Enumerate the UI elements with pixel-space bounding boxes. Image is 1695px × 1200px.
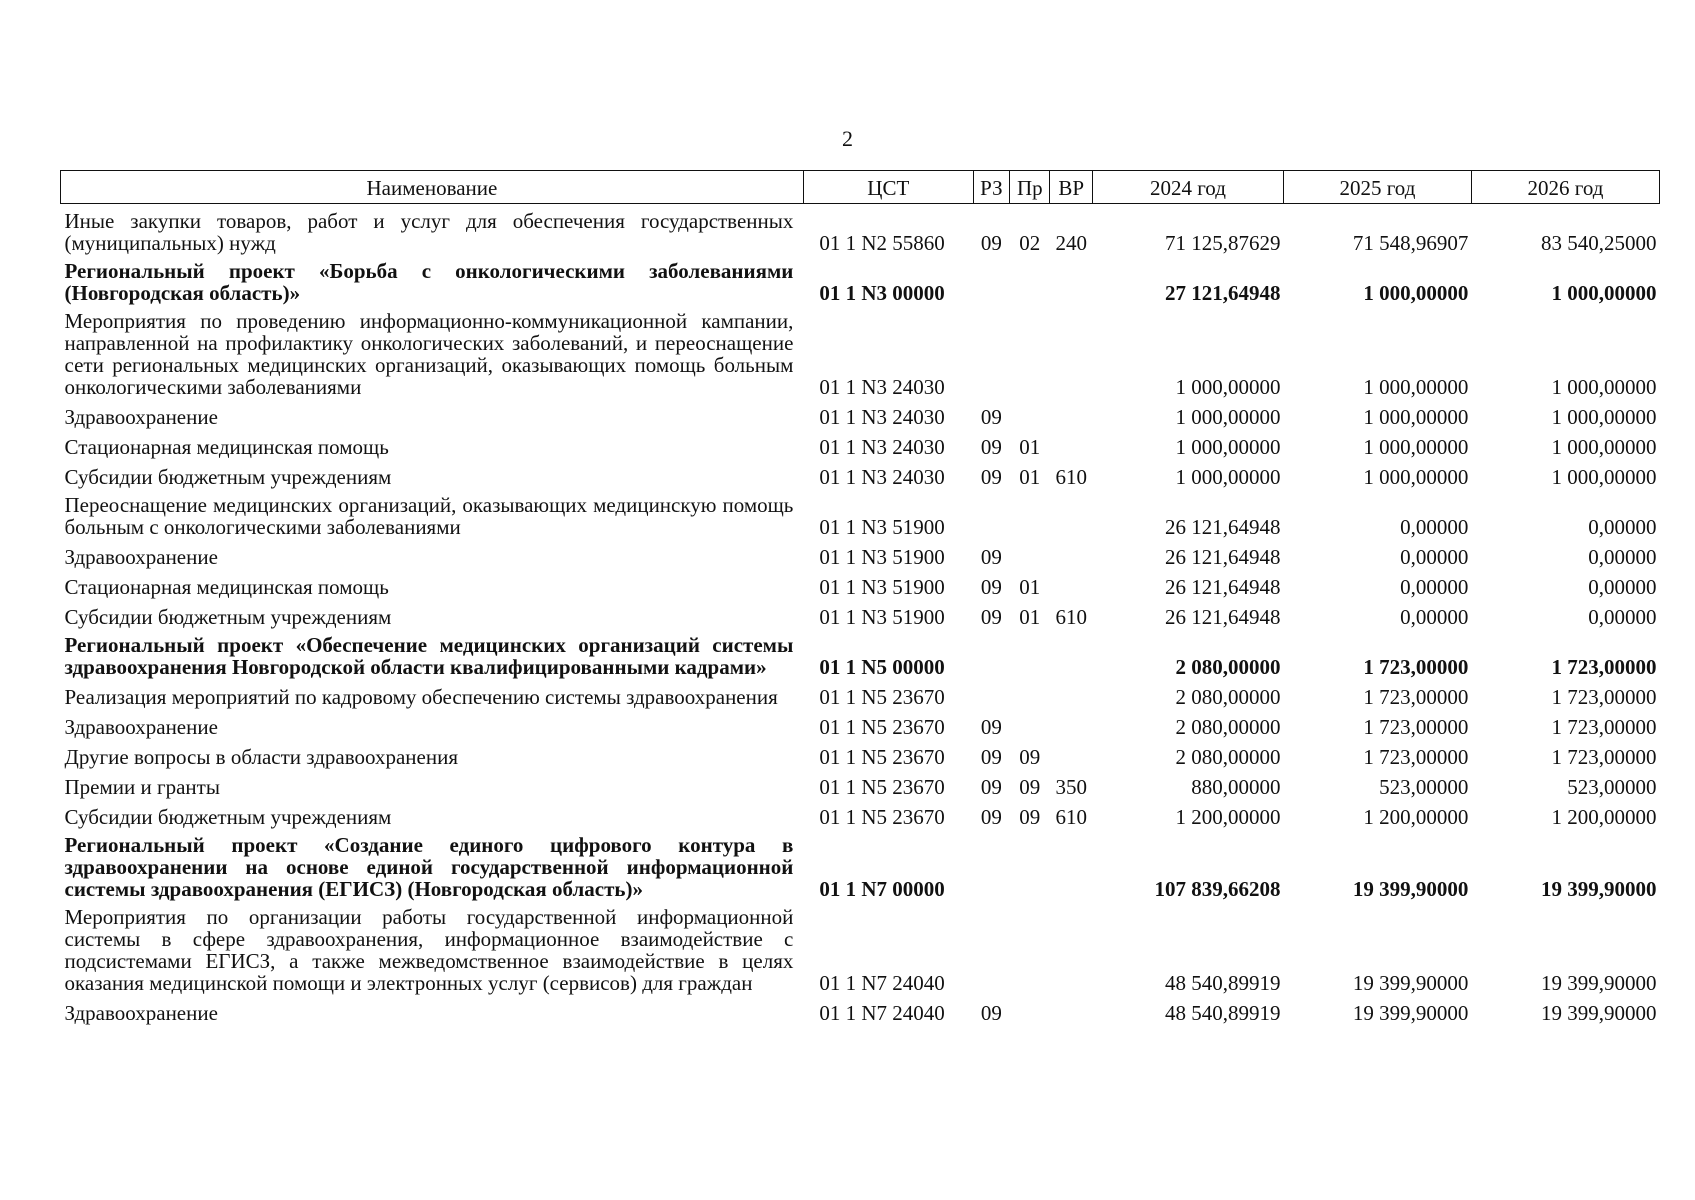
row-2025: 1 723,00000 <box>1363 745 1469 769</box>
row-vr: 350 <box>1055 775 1087 799</box>
row-pr <box>1010 994 1050 1024</box>
row-pr: 01 <box>1019 465 1041 489</box>
row-name: Субсидии бюджетным учреждениям <box>64 805 392 829</box>
header-2025: 2025 год <box>1283 171 1471 204</box>
row-cst: 01 1 N3 24030 <box>819 465 945 489</box>
table-row <box>61 994 1660 1024</box>
row-vr <box>1050 708 1092 738</box>
row-rz: 09 <box>980 715 1002 739</box>
row-rz <box>973 678 1009 708</box>
row-name: Мероприятия по проведению информационно-коммуникационной кампании, направленной на профилактику онкологических заболеваний, и переоснащение сети региональных медицинских организаций, оказывающих помощь больным онкологическими заболеваниями <box>64 309 794 399</box>
row-vr <box>1050 628 1092 678</box>
row-cst: 01 1 N3 51900 <box>819 605 945 629</box>
row-2024: 48 540,89919 <box>1164 1001 1281 1025</box>
row-rz: 09 <box>980 1001 1002 1025</box>
table-row <box>61 900 1660 994</box>
row-name: Мероприятия по организации работы государственной информационной системы в сфере здравоохранения, информационное взаимодействие с подсистемами ЕГИСЗ, а также межведомственное взаимодействие в целях оказания медицинской помощи и электронных услуг (сервисов) для граждан <box>64 905 794 995</box>
row-rz: 09 <box>980 575 1002 599</box>
row-2025: 1 723,00000 <box>1363 715 1469 739</box>
row-rz: 09 <box>980 545 1002 569</box>
row-2026: 19 399,90000 <box>1541 971 1657 995</box>
row-pr <box>1010 678 1050 708</box>
row-2024: 1 200,00000 <box>1175 805 1281 829</box>
table-row <box>61 254 1660 304</box>
row-rz <box>973 900 1009 994</box>
row-rz: 09 <box>980 805 1002 829</box>
row-pr: 02 <box>1019 231 1041 255</box>
header-name: Наименование <box>61 171 804 204</box>
row-vr <box>1050 488 1092 538</box>
table-row <box>61 738 1660 768</box>
row-2024: 27 121,64948 <box>1164 281 1281 305</box>
row-2025: 1 000,00000 <box>1363 375 1469 399</box>
row-2024: 2 080,00000 <box>1175 745 1281 769</box>
row-name: Субсидии бюджетным учреждениям <box>64 605 392 629</box>
row-pr: 01 <box>1019 605 1041 629</box>
budget-table <box>60 170 1660 1024</box>
row-vr: 610 <box>1055 805 1087 829</box>
row-cst: 01 1 N3 24030 <box>819 405 945 429</box>
row-pr <box>1010 628 1050 678</box>
row-cst: 01 1 N5 23670 <box>819 715 945 739</box>
row-2025: 0,00000 <box>1400 605 1469 629</box>
row-cst: 01 1 N5 23670 <box>819 745 945 769</box>
row-rz <box>973 254 1009 304</box>
table-body <box>61 204 1660 1025</box>
table-row <box>61 488 1660 538</box>
row-2026: 1 000,00000 <box>1551 281 1657 305</box>
row-name: Реализация мероприятий по кадровому обеспечению системы здравоохранения <box>64 685 778 709</box>
row-2024: 71 125,87629 <box>1164 231 1281 255</box>
row-2026: 83 540,25000 <box>1541 231 1657 255</box>
row-rz: 09 <box>980 465 1002 489</box>
row-2025: 0,00000 <box>1400 575 1469 599</box>
row-rz: 09 <box>980 405 1002 429</box>
row-2025: 0,00000 <box>1400 515 1469 539</box>
row-2026: 1 723,00000 <box>1551 745 1657 769</box>
row-name: Другие вопросы в области здравоохранения <box>64 745 458 769</box>
table-row <box>61 428 1660 458</box>
row-vr <box>1050 900 1092 994</box>
table-row <box>61 568 1660 598</box>
header-2024: 2024 год <box>1092 171 1283 204</box>
row-2025: 1 723,00000 <box>1363 685 1469 709</box>
header-pr: Пр <box>1010 171 1050 204</box>
row-pr <box>1010 398 1050 428</box>
row-cst: 01 1 N5 23670 <box>819 685 945 709</box>
row-pr <box>1010 708 1050 738</box>
row-rz: 09 <box>980 605 1002 629</box>
row-vr <box>1050 828 1092 900</box>
table-row <box>61 538 1660 568</box>
header-rz: РЗ <box>973 171 1009 204</box>
row-2024: 1 000,00000 <box>1175 435 1281 459</box>
row-name: Иные закупки товаров, работ и услуг для обеспечения государственных (муниципальных) нужд <box>64 209 794 255</box>
row-2025: 1 000,00000 <box>1363 405 1469 429</box>
row-cst: 01 1 N5 23670 <box>819 805 945 829</box>
row-vr <box>1050 538 1092 568</box>
row-2025: 71 548,96907 <box>1352 231 1469 255</box>
row-vr <box>1050 568 1092 598</box>
row-2025: 523,00000 <box>1379 775 1469 799</box>
row-2024: 2 080,00000 <box>1175 715 1281 739</box>
row-vr <box>1050 398 1092 428</box>
table-row <box>61 628 1660 678</box>
row-rz <box>973 304 1009 398</box>
row-cst: 01 1 N5 00000 <box>819 655 945 679</box>
row-pr <box>1010 828 1050 900</box>
row-pr: 09 <box>1019 805 1041 829</box>
table-row <box>61 304 1660 398</box>
row-2026: 1 000,00000 <box>1551 435 1657 459</box>
row-2024: 107 839,66208 <box>1154 877 1281 901</box>
row-2026: 1 000,00000 <box>1551 375 1657 399</box>
header-2026: 2026 год <box>1471 171 1659 204</box>
row-name: Здравоохранение <box>64 715 218 739</box>
table-row <box>61 678 1660 708</box>
table-row <box>61 458 1660 488</box>
row-pr: 01 <box>1019 435 1041 459</box>
row-vr: 240 <box>1055 231 1087 255</box>
row-2024: 1 000,00000 <box>1175 375 1281 399</box>
row-2026: 0,00000 <box>1588 545 1657 569</box>
row-cst: 01 1 N2 55860 <box>819 231 945 255</box>
row-name: Региональный проект «Создание единого цифрового контура в здравоохранении на основе единой государственной информационной системы здравоохранения (ЕГИСЗ) (Новгородская область)» <box>64 833 794 901</box>
table-row <box>61 398 1660 428</box>
row-2025: 1 723,00000 <box>1363 655 1469 679</box>
row-name: Региональный проект «Обеспечение медицинских организаций системы здравоохранения Новгородской области квалифицированными кадрами» <box>64 633 794 679</box>
row-2024: 26 121,64948 <box>1164 605 1281 629</box>
row-rz <box>973 488 1009 538</box>
row-2025: 19 399,90000 <box>1352 1001 1469 1025</box>
row-name: Здравоохранение <box>64 1001 218 1025</box>
row-2026: 1 723,00000 <box>1551 655 1657 679</box>
row-2024: 26 121,64948 <box>1164 515 1281 539</box>
row-cst: 01 1 N3 24030 <box>819 435 945 459</box>
row-vr: 610 <box>1055 465 1087 489</box>
row-2024: 880,00000 <box>1191 775 1281 799</box>
row-name: Региональный проект «Борьба с онкологическими заболеваниями (Новгородская область)» <box>64 259 794 305</box>
header-cst: ЦСТ <box>803 171 973 204</box>
row-2026: 0,00000 <box>1588 575 1657 599</box>
row-pr <box>1010 538 1050 568</box>
row-name: Субсидии бюджетным учреждениям <box>64 465 392 489</box>
row-2024: 1 000,00000 <box>1175 405 1281 429</box>
row-2025: 1 200,00000 <box>1363 805 1469 829</box>
row-2026: 1 200,00000 <box>1551 805 1657 829</box>
row-vr <box>1050 428 1092 458</box>
row-cst: 01 1 N3 51900 <box>819 575 945 599</box>
row-pr: 09 <box>1019 745 1041 769</box>
table-row <box>61 798 1660 828</box>
row-2024: 48 540,89919 <box>1164 971 1281 995</box>
row-vr: 610 <box>1055 605 1087 629</box>
row-2026: 0,00000 <box>1588 605 1657 629</box>
row-vr <box>1050 738 1092 768</box>
row-rz <box>973 628 1009 678</box>
row-2026: 1 000,00000 <box>1551 405 1657 429</box>
row-name: Стационарная медицинская помощь <box>64 435 389 459</box>
row-2024: 2 080,00000 <box>1175 655 1281 679</box>
row-cst: 01 1 N7 24040 <box>819 1001 945 1025</box>
row-name: Премии и гранты <box>64 775 220 799</box>
row-name: Переоснащение медицинских организаций, оказывающих медицинскую помощь больным с онкологическими заболеваниями <box>64 493 794 539</box>
header-vr: ВР <box>1050 171 1092 204</box>
row-cst: 01 1 N7 24040 <box>819 971 945 995</box>
row-vr <box>1050 678 1092 708</box>
row-2026: 0,00000 <box>1588 515 1657 539</box>
row-cst: 01 1 N5 23670 <box>819 775 945 799</box>
row-name: Здравоохранение <box>64 405 218 429</box>
row-2026: 19 399,90000 <box>1541 877 1657 901</box>
row-cst: 01 1 N3 00000 <box>819 281 945 305</box>
row-rz: 09 <box>980 231 1002 255</box>
row-pr <box>1010 304 1050 398</box>
row-2025: 0,00000 <box>1400 545 1469 569</box>
row-rz: 09 <box>980 775 1002 799</box>
row-vr <box>1050 254 1092 304</box>
row-2024: 26 121,64948 <box>1164 545 1281 569</box>
row-2025: 19 399,90000 <box>1352 971 1469 995</box>
row-2024: 2 080,00000 <box>1175 685 1281 709</box>
row-pr: 01 <box>1019 575 1041 599</box>
row-cst: 01 1 N3 51900 <box>819 515 945 539</box>
row-vr <box>1050 304 1092 398</box>
table-row <box>61 204 1660 255</box>
row-2025: 1 000,00000 <box>1363 435 1469 459</box>
row-2024: 1 000,00000 <box>1175 465 1281 489</box>
row-pr <box>1010 900 1050 994</box>
row-2026: 19 399,90000 <box>1541 1001 1657 1025</box>
row-2025: 1 000,00000 <box>1363 281 1469 305</box>
row-2025: 1 000,00000 <box>1363 465 1469 489</box>
row-2026: 1 000,00000 <box>1551 465 1657 489</box>
table-row <box>61 598 1660 628</box>
table-row <box>61 768 1660 798</box>
row-2024: 26 121,64948 <box>1164 575 1281 599</box>
table-header <box>61 171 1660 204</box>
table-row <box>61 828 1660 900</box>
row-pr: 09 <box>1019 775 1041 799</box>
row-name: Стационарная медицинская помощь <box>64 575 389 599</box>
row-2026: 1 723,00000 <box>1551 685 1657 709</box>
row-vr <box>1050 994 1092 1024</box>
row-pr <box>1010 254 1050 304</box>
row-cst: 01 1 N3 51900 <box>819 545 945 569</box>
row-2026: 1 723,00000 <box>1551 715 1657 739</box>
row-cst: 01 1 N7 00000 <box>819 877 945 901</box>
row-rz: 09 <box>980 745 1002 769</box>
page-number: 2 <box>842 126 853 151</box>
row-2026: 523,00000 <box>1567 775 1657 799</box>
row-pr <box>1010 488 1050 538</box>
row-name: Здравоохранение <box>64 545 218 569</box>
table-row <box>61 708 1660 738</box>
row-cst: 01 1 N3 24030 <box>819 375 945 399</box>
row-rz <box>973 828 1009 900</box>
row-rz: 09 <box>980 435 1002 459</box>
row-2025: 19 399,90000 <box>1352 877 1469 901</box>
